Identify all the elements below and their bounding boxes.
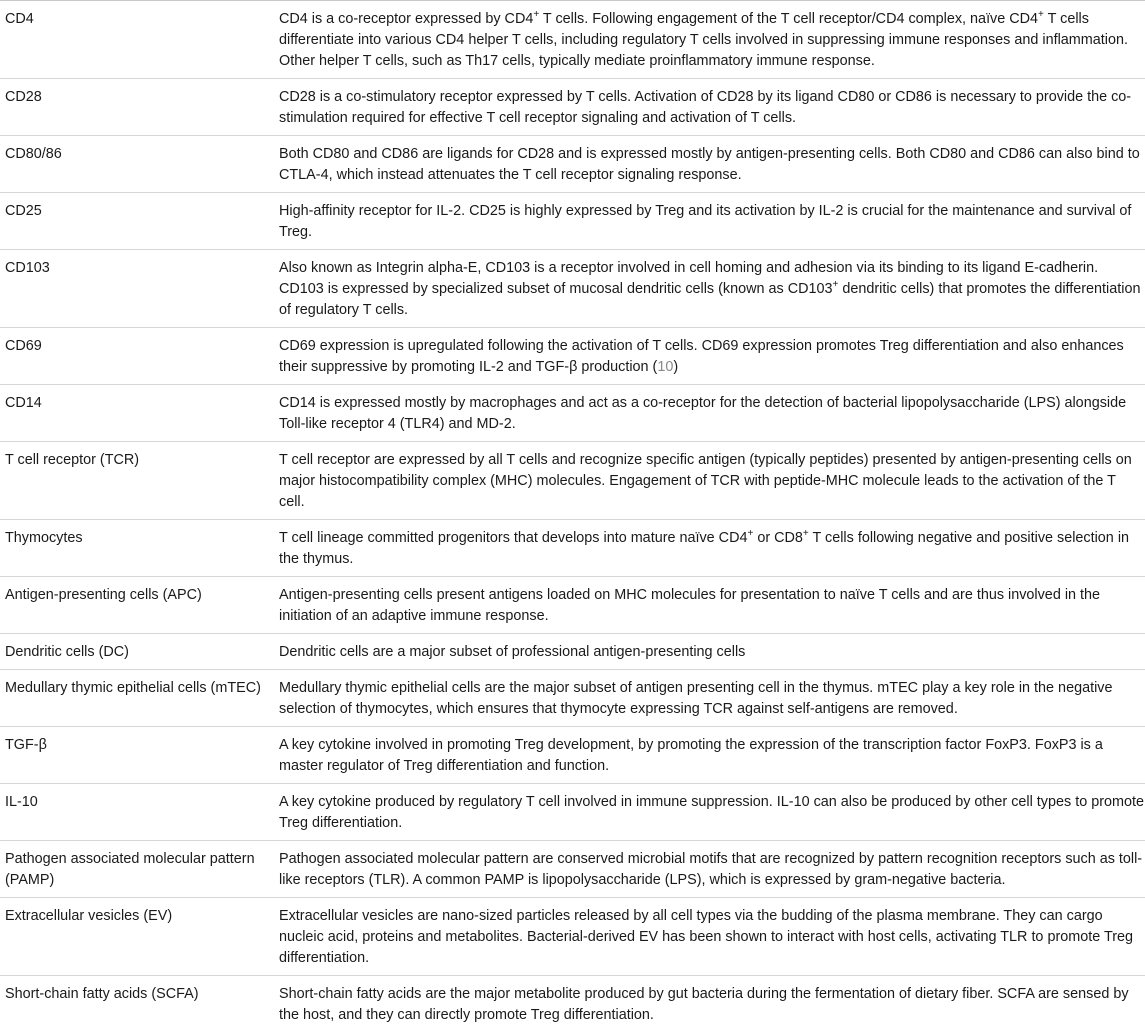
definition-text: Dendritic cells are a major subset of professional antigen-presenting cells [279,644,746,660]
definition-cell [279,250,1145,327]
definition-text: Medullary thymic epithelial cells are the major subset of antigen presenting cell in the thymus. mTEC play a key role in the negative selection of thymocytes, which ensures that thymocyte expressing TCR against self-antigens are removed. [279,680,1113,717]
table-row [0,670,1145,727]
definition-text: T cells following negative and positive selection in the thymus. [279,530,1130,567]
term-cell: T cell receptor (TCR) [5,452,140,468]
superscript: + [832,279,839,291]
term-cell: CD28 [5,89,42,105]
table-row [0,727,1145,784]
definition-text: A key cytokine produced by regulatory T cell involved in immune suppression. IL-10 can also be produced by other cell types to promote Treg differentiation. [279,794,1144,831]
term-cell: Thymocytes [5,530,83,546]
definition-text: T cells. Following engagement of the T cell receptor/CD4 complex, naïve CD4 [539,11,1039,27]
definition-cell [279,727,1145,783]
table-row [0,634,1145,670]
reference-link[interactable]: 10 [657,359,674,375]
term-cell: CD25 [5,203,42,219]
definition-text: Antigen-presenting cells present antigens loaded on MHC molecules for presentation to naïve T cells and are thus involved in the initiation of an adaptive immune response. [279,587,1101,624]
definition-cell [279,79,1145,135]
term-cell: Extracellular vesicles (EV) [5,908,173,924]
definition-text: T cell receptor are expressed by all T cells and recognize specific antigen (typically peptides) presented by antigen-presenting cells on major histocompatibility complex (MHC) molecules. Engagement of TCR with peptide-MHC molecule leads to the activation of the T cell. [279,452,1132,510]
definition-text: CD28 is a co-stimulatory receptor expressed by T cells. Activation of CD28 by its ligand CD80 or CD86 is necessary to provide the co-stimulation required for effective T cell receptor signaling and activation of T cells. [279,89,1132,126]
definition-cell [279,976,1145,1032]
table-row [0,898,1145,976]
term-cell: Short-chain fatty acids (SCFA) [5,986,199,1002]
definition-cell [279,385,1145,441]
definition-cell [279,670,1145,726]
term-cell: CD69 [5,338,42,354]
term-cell: TGF-β [5,737,47,753]
term-cell: Medullary thymic epithelial cells (mTEC) [5,680,261,696]
definition-cell [279,520,1145,576]
term-cell: CD14 [5,395,42,411]
superscript: + [533,9,540,21]
definition-text: CD4 is a co-receptor expressed by CD4 [279,11,534,27]
table-row [0,1,1145,79]
definition-cell [279,784,1145,840]
superscript: + [1038,9,1044,21]
definition-cell [279,577,1145,633]
superscript: + [747,528,754,540]
table-row [0,520,1145,577]
table-row [0,976,1145,1032]
term-cell: Dendritic cells (DC) [5,644,129,660]
definition-text: ) [673,359,679,375]
term-cell: IL-10 [5,794,38,810]
table-row [0,250,1145,328]
term-cell: CD80/86 [5,146,62,162]
term-cell: CD4 [5,11,34,27]
term-cell: Pathogen associated molecular pattern (PAMP) [5,851,255,888]
definition-text: dendritic cells) that promotes the differentiation of regulatory T cells. [279,281,1141,318]
term-cell: CD103 [5,260,50,276]
definition-text: Also known as Integrin alpha-E, CD103 is a receptor involved in cell homing and adhesion via its binding to its ligand E-cadherin. CD103 is expressed by specialized subset of mucosal dendritic cells (known as CD103 [279,260,1099,297]
definition-text: A key cytokine involved in promoting Treg development, by promoting the expression of the transcription factor FoxP3. FoxP3 is a master regulator of Treg differentiation and function. [279,737,1103,774]
definition-text: Pathogen associated molecular pattern are conserved microbial motifs that are recognized by pattern recognition receptors such as toll-like receptors (TLR). A common PAMP is lipopolysaccharide (LPS), which is expressed by gram-negative bacteria. [279,851,1143,888]
table-row [0,79,1145,136]
table-row [0,442,1145,520]
definition-cell [279,442,1145,519]
table-row [0,136,1145,193]
table-row [0,385,1145,442]
definition-cell [279,1,1145,78]
definition-text: Extracellular vesicles are nano-sized particles released by all cell types via the budding of the plasma membrane. They can cargo nucleic acid, proteins and metabolites. Bacterial-derived EV has been shown to interact with host cells, activating TLR to promote Treg differentiation. [279,908,1134,966]
definition-text: High-affinity receptor for IL-2. CD25 is highly expressed by Treg and its activation by IL-2 is crucial for the maintenance and survival of Treg. [279,203,1132,240]
table-row [0,784,1145,841]
table-row [0,193,1145,250]
definition-cell [279,898,1145,975]
definition-cell [279,841,1145,897]
definition-cell [279,634,1145,669]
definition-text: or CD8 [753,530,803,546]
definition-text: Both CD80 and CD86 are ligands for CD28 and is expressed mostly by antigen-presenting cells. Both CD80 and CD86 can also bind to CTLA-4, which instead attenuates the T cell receptor signaling response. [279,146,1140,183]
definition-text: T cells differentiate into various CD4 helper T cells, including regulatory T cells involved in suppressing immune responses and inflammation. Other helper T cells, such as Th17 cells, typically mediate proinflammatory immune response. [279,11,1128,69]
term-cell: Antigen-presenting cells (APC) [5,587,202,603]
definition-cell [279,193,1145,249]
table-row [0,841,1145,898]
definition-text: CD14 is expressed mostly by macrophages and act as a co-receptor for the detection of bacterial lipopolysaccharide (LPS) alongside Toll-like receptor 4 (TLR4) and MD-2. [279,395,1127,432]
table-row [0,328,1145,385]
definition-text: Short-chain fatty acids are the major metabolite produced by gut bacteria during the fermentation of dietary fiber. SCFA are sensed by the host, and they can directly promote Treg differentiation. [279,986,1129,1023]
definition-text: T cell lineage committed progenitors that develops into mature naïve CD4 [279,530,748,546]
superscript: + [802,528,809,540]
definition-cell [279,328,1145,384]
definition-text: CD69 expression is upregulated following the activation of T cells. CD69 expression promotes Treg differentiation and also enhances their suppressive by promoting IL-2 and TGF-β production ( [279,338,1124,375]
table-row [0,577,1145,634]
definition-cell [279,136,1145,192]
